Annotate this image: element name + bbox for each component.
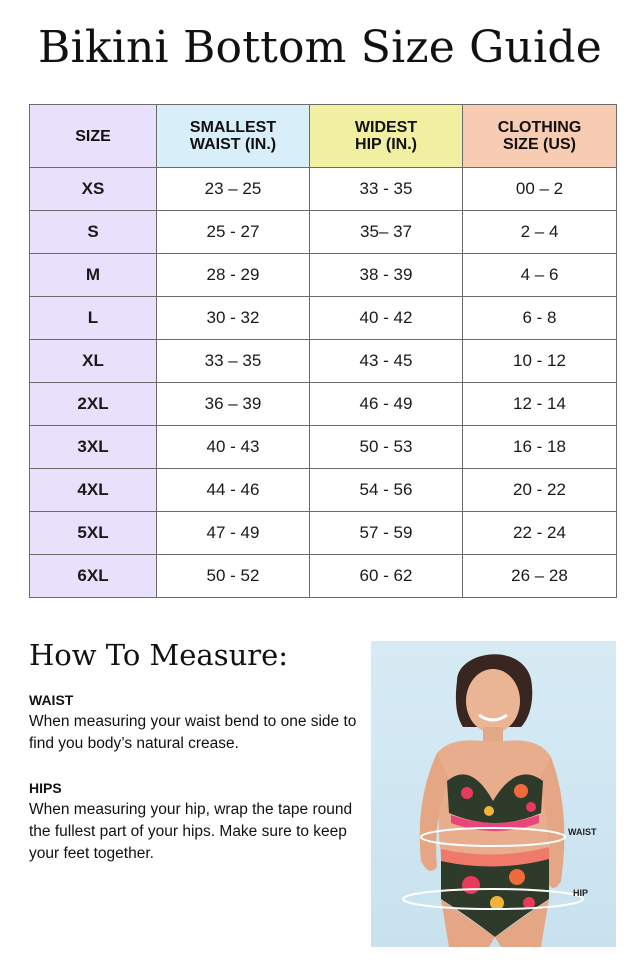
header-clothing-line2: SIZE (US) — [503, 136, 576, 153]
clothing-cell: 22 - 24 — [463, 512, 617, 555]
page-title: Bikini Bottom Size Guide — [38, 22, 602, 73]
header-size-label: SIZE — [75, 127, 111, 145]
clothing-cell: 20 - 22 — [463, 469, 617, 512]
size-cell: XL — [30, 340, 157, 383]
hip-cell: 38 - 39 — [310, 254, 463, 297]
clothing-cell: 12 - 14 — [463, 383, 617, 426]
waist-cell: 44 - 46 — [157, 469, 310, 512]
hip-cell: 43 - 45 — [310, 340, 463, 383]
hip-cell: 35– 37 — [310, 211, 463, 254]
header-waist-line1: SMALLEST — [189, 119, 277, 136]
waist-cell: 47 - 49 — [157, 512, 310, 555]
clothing-cell: 4 – 6 — [463, 254, 617, 297]
header-size — [30, 105, 157, 168]
waist-cell: 40 - 43 — [157, 426, 310, 469]
how-to-measure-title: How To Measure: — [29, 638, 289, 672]
clothing-cell: 6 - 8 — [463, 297, 617, 340]
hips-heading: HIPS — [29, 780, 62, 796]
clothing-cell: 26 – 28 — [463, 555, 617, 598]
model-photo — [371, 641, 616, 947]
hip-label: HIP — [573, 888, 589, 898]
model-illustration — [371, 641, 616, 947]
hips-instructions: When measuring your hip, wrap the tape round the fullest part of your hips. Make sure to keep your feet together. — [29, 801, 353, 862]
hip-cell: 60 - 62 — [310, 555, 463, 598]
hip-cell: 50 - 53 — [310, 426, 463, 469]
size-cell: 3XL — [30, 426, 157, 469]
waist-cell: 30 - 32 — [157, 297, 310, 340]
table-row — [30, 469, 617, 512]
waist-cell: 25 - 27 — [157, 211, 310, 254]
hip-cell: 40 - 42 — [310, 297, 463, 340]
table-row — [30, 168, 617, 211]
hip-cell: 57 - 59 — [310, 512, 463, 555]
header-clothing-line1: CLOTHING — [497, 119, 582, 136]
waist-heading: WAIST — [29, 692, 74, 708]
waist-cell: 23 – 25 — [157, 168, 310, 211]
table-row — [30, 555, 617, 598]
clothing-cell: 2 – 4 — [463, 211, 617, 254]
waist-label: WAIST — [568, 827, 597, 837]
table-row — [30, 512, 617, 555]
clothing-cell: 10 - 12 — [463, 340, 617, 383]
hip-cell: 46 - 49 — [310, 383, 463, 426]
size-table — [29, 104, 617, 598]
header-hip — [310, 105, 463, 168]
waist-cell: 50 - 52 — [157, 555, 310, 598]
waist-cell: 33 – 35 — [157, 340, 310, 383]
table-row — [30, 340, 617, 383]
table-row — [30, 383, 617, 426]
table-row — [30, 254, 617, 297]
size-cell: M — [30, 254, 157, 297]
size-cell: 5XL — [30, 512, 157, 555]
clothing-cell: 16 - 18 — [463, 426, 617, 469]
size-cell: 4XL — [30, 469, 157, 512]
header-hip-line1: WIDEST — [354, 119, 418, 136]
size-cell: L — [30, 297, 157, 340]
size-cell: S — [30, 211, 157, 254]
table-row — [30, 211, 617, 254]
table-row — [30, 426, 617, 469]
size-cell: XS — [30, 168, 157, 211]
hip-cell: 54 - 56 — [310, 469, 463, 512]
size-cell: 2XL — [30, 383, 157, 426]
header-waist — [157, 105, 310, 168]
size-cell: 6XL — [30, 555, 157, 598]
waist-cell: 28 - 29 — [157, 254, 310, 297]
hip-cell: 33 - 35 — [310, 168, 463, 211]
header-waist-line2: WAIST (IN.) — [189, 136, 277, 153]
table-row — [30, 297, 617, 340]
table-header-row — [30, 105, 617, 168]
waist-instructions: When measuring your waist bend to one side to find you body’s natural crease. — [29, 713, 357, 752]
clothing-cell: 00 – 2 — [463, 168, 617, 211]
header-clothing — [463, 105, 617, 168]
waist-cell: 36 – 39 — [157, 383, 310, 426]
header-hip-line2: HIP (IN.) — [355, 136, 417, 153]
